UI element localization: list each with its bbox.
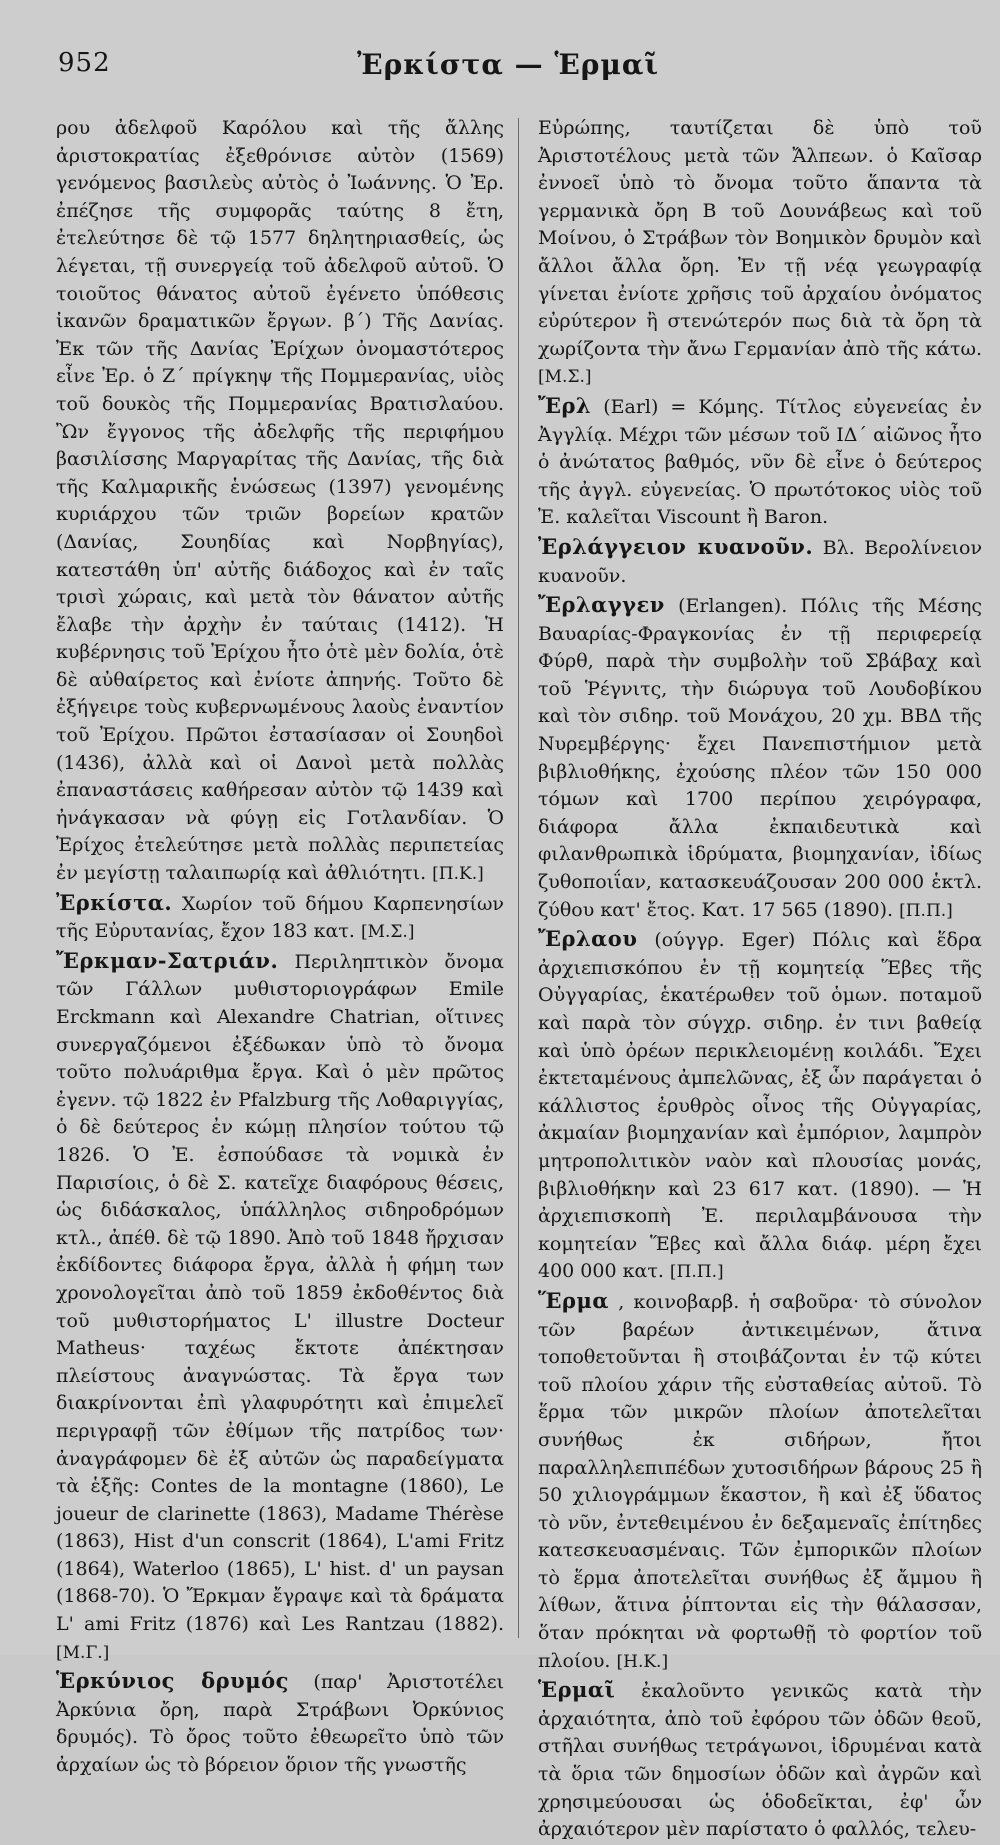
left-column	[56, 113, 505, 1777]
entry-text: (Erlangen). Πόλις τῆς Μέσης Βαυαρίας-Φραγκονίας ἐν τῇ περιφερείᾳ Φύρθ, παρὰ τὴν συμβολὴν τοῦ Σβάβαχ καὶ τοῦ Ῥέγνιτς, τὴν διώρυγα τοῦ Λουδοβίκου καὶ τὸν σιδηρ. τοῦ Μονάχου, 20 χμ. ΒΒΔ τῆς Νυρεμβέργης· ἔχει Πανεπιστήμιον μετὰ βιβλιοθήκης, ἐχούσης πλέον τῶν 150 000 τόμων καὶ 1700 περίπου χειρόγραφα, διάφορα ἄλλα ἐκπαιδευτικὰ καὶ φιλανθρωπικὰ ἱδρύματα, βιομηχανίαν, ἰδίως ζυθοποιΐαν, κατασκευάζουσαν 200 000 ἑκτλ. ζύθου κατ' ἔτος. Κατ. 17 565 (1890).	[538, 595, 982, 921]
author-initials: [Π.Π.]	[669, 1262, 724, 1283]
dictionary-entry	[56, 889, 504, 947]
dictionary-entry	[538, 1676, 982, 1845]
entry-headword: Ἔρλαγγεν	[538, 592, 665, 618]
entry-headword: Ἔρλαου	[538, 926, 638, 952]
page-number: 952	[58, 48, 111, 78]
right-column	[538, 113, 982, 1841]
dictionary-entry	[538, 925, 982, 1287]
entry-text: (Earl) = Κόμης. Τίτλος εὐγενείας ἐν Ἀγγλίᾳ. Μέχρι τῶν μέσων τοῦ ΙΔ΄ αἰῶνος ἦτο ὁ ἀνώτατος βαθμός, νῦν δὲ εἶνε ὁ δεύτερος τῆς ἀγγλ. εὐγενείας. Ὁ πρωτότοκος υἱὸς τοῦ Ἐ. καλεῖται Viscount ἢ Baron.	[538, 395, 982, 529]
entry-text: (παρ' Ἀριστοτέλει Ἀρκύνια ὄρη, παρὰ Στράβωνι Ὀρκύνιος δρυμός). Τὸ ὄρος τοῦτο ἐθεωρεῖτο ὑπὸ τῶν ἀρχαίων ὡς τὸ βόρειον ὅριον τῆς γνωστῆς	[56, 1671, 504, 1777]
dictionary-entry	[56, 947, 504, 1667]
entry-headword: Ἕρμα	[538, 1287, 610, 1313]
dictionary-entry	[56, 1667, 504, 1780]
column-divider	[518, 118, 519, 1638]
author-initials: [Μ.Σ.]	[538, 367, 592, 388]
entry-headword: Ἑρμαῖ	[538, 1677, 616, 1703]
entry-text: , κοινοβαρβ. ἡ σαβοῦρα· τὸ σύνολον τῶν βαρέων ἀντικειμένων, ἅτινα τοποθετοῦνται ἢ στοιβάζονται ἐν τῷ κύτει τοῦ πλοίου χάριν τῆς εὐσταθείας αὐτοῦ. Τὸ ἕρμα τῶν μικρῶν πλοίων ἀποτελεῖται συνήθως ἐκ σιδήρων, ἤτοι παραλληλεπιπέδων χυτοσιδήρων βάρους 25 ἢ 50 χιλιογράμμων ἕκαστον, ἢ καὶ ἐξ ὕδατος τὸ νῦν, ἐντεθειμένου ἐν δεξαμεναῖς ἐπίτηδες κατεσκευασμέναις. Τῶν ἐμπορικῶν πλοίων τὸ ἕρμα ἀποτελεῖται συνήθως ἐξ ἄμμου ἢ λίθων, ἅτινα ῥίπτονται εἰς τὴν θάλασσαν, ὅταν πρόκηται νὰ φορτωθῇ τὸ φορτίον τοῦ πλοίου.	[538, 1290, 982, 1672]
dictionary-entry	[538, 591, 982, 925]
author-initials: [Π.Κ.]	[432, 864, 484, 885]
author-initials: [Μ.Γ.]	[56, 1642, 110, 1663]
entry-text: ἐκαλοῦντο γενικῶς κατὰ τὴν ἀρχαιότητα, ἀπὸ τοῦ ἐφόρου τῶν ὁδῶν θεοῦ, στῆλαι συνήθως τετράγωνοι, ἱδρυμέναι κατὰ τὰ ὅρια τῶν δημοσίων ὁδῶν καὶ ἀγρῶν καὶ χρησιμεύουσαι ὡς ὁδοδεῖκται, ἐφ' ὧν ἀρχαιότερον μὲν παρίστατο ὁ φαλλός, τελευ-	[538, 1680, 982, 1841]
running-head: Ἐρκίστα — Ἑρμαῖ	[356, 48, 660, 81]
entry-text: ρου ἀδελφοῦ Καρόλου καὶ τῆς ἄλλης ἀριστοκρατίας ἐξεθρόνισε αὐτὸν (1569) γενόμενος βασιλεὺς αὐτὸς ὁ Ἰωάννης. Ὁ Ἐρ. ἐπέζησε τῆς συμφορᾶς ταύτης 8 ἔτη, ἐτελεύτησε δὲ τῷ 1577 δηλητηριασθείς, ὡς λέγεται, τῇ συνεργείᾳ τοῦ ἀδελφοῦ αὐτοῦ. Ὁ τοιοῦτος θάνατος αὐτοῦ ἐγένετο ὑπόθεσις ἱκανῶν δραματικῶν ἔργων. β΄) Τῆς Δανίας. Ἐκ τῶν τῆς Δανίας Ἐρίχων ὀνομαστότερος εἶνε Ἐρ. ὁ Ζ΄ πρίγκηψ τῆς Πομμερανίας, υἱὸς τοῦ δουκὸς τῆς Πομμερανίας Βρατισλαύου. Ὢν ἔγγονος τῆς ἀδελφῆς τῆς περιφήμου βασιλίσσης Μαργαρίτας τῆς Δανίας, τῆς διὰ τῆς Καλμαρικῆς ἑνώσεως (1397) γενομένης κυριάρχου τῶν τριῶν βορείων κρατῶν (Δανίας, Σουηδίας καὶ Νορβηγίας), κατεστάθη ὑπ' αὐτῆς διάδοχος καὶ ἐν ταῖς τρισὶ χώραις, καὶ μετὰ τὸν θάνατον αὐτῆς ἔλαβε τὴν ἀρχὴν ἐν ταύταις (1412). Ἡ κυβέρνησις τοῦ Ἐρίχου ἦτο ὁτὲ μὲν δολία, ὁτὲ δὲ αὐθαίρετος καὶ ἐνίοτε ἀπηνής. Τοῦτο δὲ ἐξήγειρε τοὺς κυβερνωμένους λαοὺς ἐναντίον τοῦ Ἐρίχου. Πρῶτοι ἐστασίασαν οἱ Σουηδοὶ (1436), ἀλλὰ καὶ οἱ Δανοὶ μετὰ πολλὰς ἐπαναστάσεις καθήρεσαν αὐτὸν τῷ 1439 καὶ ἠνάγκασαν νὰ φύγῃ εἰς Γοτλανδίαν. Ὁ Ἐρίχος ἐτελεύτησε μετὰ πολλὰς περιπετείας ἐν μεγίστῃ ταλαιπωρίᾳ καὶ ἀθλιότητι.	[56, 117, 504, 885]
author-initials: [Η.Κ.]	[616, 1651, 669, 1672]
dictionary-entry	[538, 533, 982, 591]
dictionary-entry	[538, 392, 982, 533]
entry-headword: Ἐρλάγγειον κυανοῦν.	[538, 533, 814, 559]
entry-headword: Ἔρκμαν-Σατριάν.	[56, 947, 279, 973]
dictionary-entry	[56, 113, 504, 889]
entry-text: (ούγγρ. Eger) Πόλις καὶ ἕδρα ἀρχιεπισκόπου ἐν τῇ κομητείᾳ Ἕβες τῆς Οὐγγαρίας, ἑκατέρωθεν τοῦ ὁμων. ποταμοῦ καὶ παρὰ τὸν σύγχρ. σιδηρ. ἐν τινι βαθείᾳ καὶ ὑπὸ ὀρέων περικλειομένῃ κοιλάδι. Ἔχει ἐκτεταμένους ἀμπελῶνας, ἐξ ὧν παράγεται ὁ κάλλιστος ἐρυθρὸς οἶνος τῆς Οὐγγαρίας, ἀκμαίαν βιομηχανίαν καὶ ἐμπόριον, λαμπρὸν μητροπολιτικὸν ναὸν καὶ πλουσίας μονάς, βιβλιοθήκην καὶ 23 617 κατ. (1890). — Ἡ ἀρχιεπισκοπὴ Ἐ. περιλαμβάνουσα τὴν κομητείαν Ἕβες καὶ ἄλλα διάφ. μέρη ἔχει 400 000 κατ.	[538, 929, 982, 1283]
entry-text: Βλ. Βερολίνειον κυανοῦν.	[538, 536, 982, 587]
dictionary-entry	[538, 113, 982, 392]
author-initials: [Μ.Σ.]	[360, 922, 415, 943]
page-header	[58, 48, 958, 88]
entry-headword: Ἑρκύνιος δρυμός	[56, 1668, 289, 1694]
entry-text: Περιληπτικὸν ὄνομα τῶν Γάλλων μυθιστοριογράφων Emile Erckmann καὶ Alexandre Chatrian, οἵτινες συνεργαζόμενοι ἐξέδωκαν ὑπὸ τὸ ὄνομα τοῦτο πολυάριθμα ἔργα. Καὶ ὁ μὲν πρῶτος ἐγενν. τῷ 1822 ἐν Pfalzburg τῆς Λοθαριγγίας, ὁ δὲ δεύτερος ἐν κώμῃ πλησίον τούτου τῷ 1826. Ὁ Ἐ. ἐσπούδασε τὰ νομικὰ ἐν Παρισίοις, ὁ δὲ Σ. κατεῖχε διαφόρους θέσεις, ὡς διδάσκαλος, ὑπάλληλος σιδηροδρόμων κτλ., ἀπέθ. δὲ τῷ 1890. Ἀπὸ τοῦ 1848 ἤρχισαν ἐκδίδοντες διάφορα ἔργα, ἀλλὰ ἡ φήμη των χρονολογεῖται ἀπὸ τοῦ 1859 ἐκδοθέντος διὰ τοῦ μυθιστορήματος L' illustre Docteur Matheus· ταχέως ἔκτοτε ἀπέκτησαν πλείστους ἀναγνώστας. Τὰ ἔργα των διακρίνονται ἐπὶ γλαφυρότητι καὶ ἐπιμελεῖ περιγραφῇ τῶν ἐθίμων τῆς πατρίδος των· ἀναγράφομεν δὲ ἐξ αὐτῶν ὡς παραδείγματα τὰ ἑξῆς: Contes de la montagne (1860), Le joueur de clarinette (1863), Madame Thérèse (1863), Hist d'un conscrit (1864), L'ami Fritz (1864), Waterloo (1865), L' hist. d' un paysan (1868-70). Ὁ Ἔρκμαν ἔγραψε καὶ τὰ δράματα L' ami Fritz (1876) καὶ Les Rantzau (1882).	[56, 950, 505, 1636]
dictionary-entry	[538, 1287, 982, 1676]
entry-text: Χωρίον τοῦ δήμου Καρπενησίων τῆς Εὐρυτανίας, ἔχον 183 κατ.	[56, 892, 504, 943]
entry-headword: Ἔρλ	[538, 392, 592, 418]
entry-text: Εὐρώπης, ταυτίζεται δὲ ὑπὸ τοῦ Ἀριστοτέλους μετὰ τῶν Ἄλπεων. ὁ Καῖσαρ ἐννοεῖ ὑπὸ τὸ ὄνομα τοῦτο ἅπαντα τὰ γερμανικὰ ὄρη Β τοῦ Δουνάβεως καὶ τοῦ Μοίνου, ὁ Στράβων τὸν Βοημικὸν δρυμὸν καὶ ἄλλοι ἄλλα ὄρη. Ἐν τῇ νέᾳ γεωγραφίᾳ γίνεται ἐνίοτε χρῆσις τοῦ ἀρχαίου ὀνόματος εὐρύτερον ἢ στενώτερόν πως διὰ τὰ ὄρη τὰ χωρίζοντα τὴν ἄνω Γερμανίαν ἀπὸ τῆς κάτω.	[538, 117, 982, 360]
author-initials: [Π.Π.]	[899, 900, 953, 921]
entry-headword: Ἐρκίστα.	[56, 889, 173, 915]
